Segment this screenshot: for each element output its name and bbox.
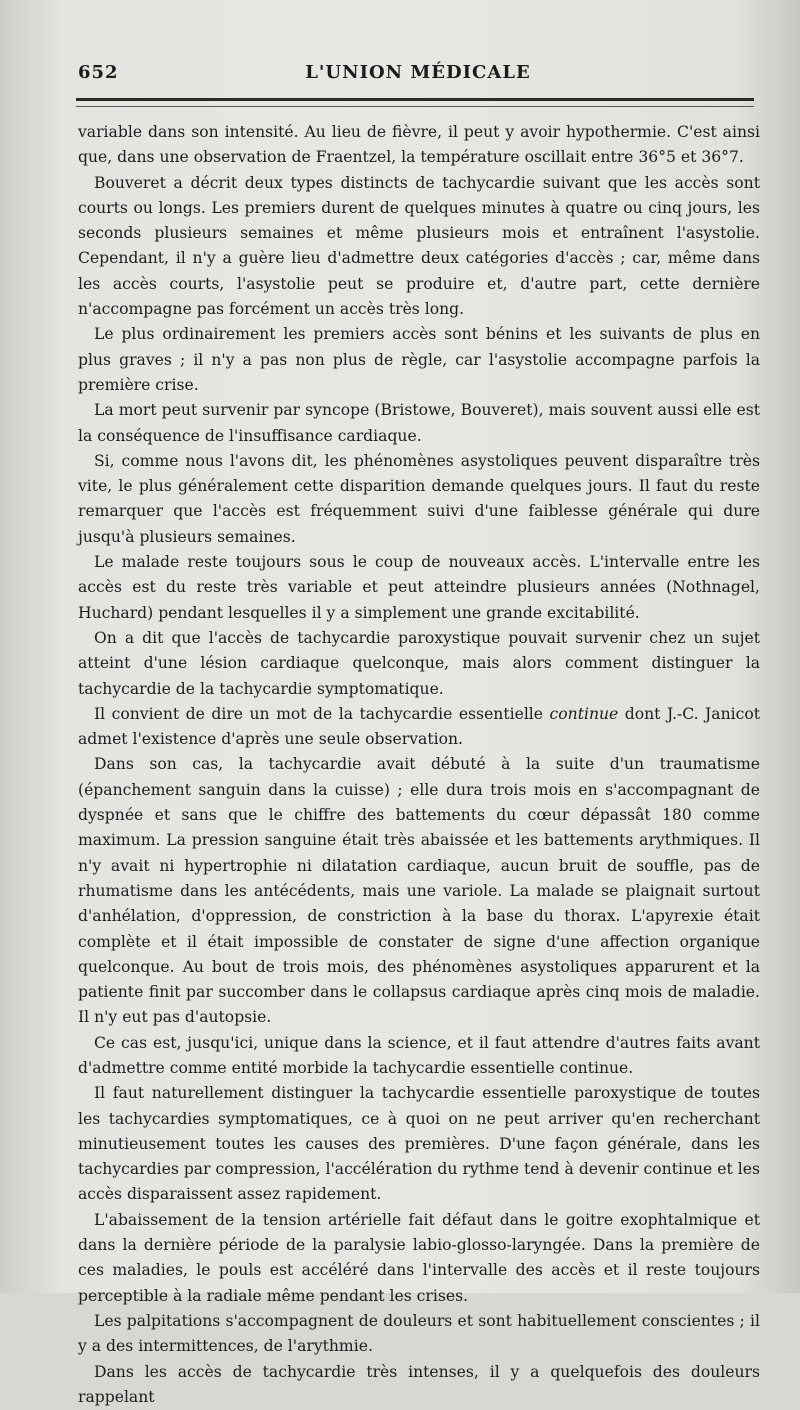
paragraph-text: Il convient de dire un mot de la tachycardie essentielle [94,704,550,723]
paragraph: Bouveret a décrit deux types distincts de tachycardie suivant que les accès sont courts ou longs. Les premiers durent de quelques minutes à quatre ou cinq jours, les seconds plusieurs semaines et même plusieurs mois et entraînent l'asystolie. Cependant, il n'y a guère lieu d'admettre deux catégories d'accès ; car, même dans les accès courts, l'asystolie peut se produire et, d'autre part, cette dernière n'accompagne pas forcément un accès très long. [78,173,760,319]
paragraph [78,702,760,753]
paragraph: Dans les accès de tachycardie très intenses, il y a quelquefois des douleurs rappelant [78,1362,760,1406]
paragraph: La mort peut survenir par syncope (Bristowe, Bouveret), mais souvent aussi elle est la conséquence de l'insuffisance cardiaque. [78,401,760,445]
paragraph: variable dans son intensité. Au lieu de fièvre, il peut y avoir hypothermie. C'est ainsi que, dans une observation de Fraentzel, la température oscillait entre 36°5 et 36°7. [78,123,760,167]
header-rule [76,98,754,101]
paragraph: Si, comme nous l'avons dit, les phénomènes asystoliques peuvent disparaître très vite, le plus généralement cette disparition demande quelques jours. Il faut du reste remarquer que l'accès est fréquemment suivi d'une faiblesse générale qui dure jusqu'à plusieurs semaines. [78,451,760,546]
paragraph-text: dont J.-C. Janicot admet l'existence d'après une seule observation. [78,704,760,749]
paragraph: Le plus ordinairement les premiers accès sont bénins et les suivants de plus en plus graves ; il n'y a pas non plus de règle, car l'asystolie accompagne parfois la première crise. [78,325,760,394]
emphasized-word: continue [549,704,619,723]
header-rule-thin [76,106,754,107]
paragraph: Ce cas est, jusqu'ici, unique dans la science, et il faut attendre d'autres faits avant d'admettre comme entité morbide la tachycardie essentielle continue. [78,1033,760,1077]
paragraph: Dans son cas, la tachycardie avait débuté à la suite d'un traumatisme (épanchement sanguin dans la cuisse) ; elle dura trois mois en s'accompagnant de dyspnée et sans que le chiffre des battements du cœur dépassât 180 comme maximum. La pression sanguine était très abaissée et les battements arythmiques. Il n'y avait ni hypertrophie ni dilatation cardiaque, aucun bruit de souffle, pas de rhumatisme dans les antécédents, mais une variole. La malade se plaignait surtout d'anhélation, d'oppression, de constriction à la base du thorax. L'apyrexie était complète et il était impossible de constater de signe d'une affection organique quelconque. Au bout de trois mois, des phénomènes asystoliques apparurent et la patiente finit par succomber dans le collapsus cardiaque après cinq mois de maladie. Il n'y eut pas d'autopsie. [78,755,760,1027]
paragraph: Le malade reste toujours sous le coup de nouveaux accès. L'intervalle entre les accès est du reste très variable et peut atteindre plusieurs années (Nothnagel, Huchard) pendant lesquelles il y a simplement une grande excitabilité. [78,553,760,622]
page-header [78,62,758,92]
journal-title: L'UNION MÉDICALE [305,62,531,83]
page-number: 652 [78,62,119,83]
body-text [78,120,760,1410]
paragraph: On a dit que l'accès de tachycardie paroxystique pouvait survenir chez un sujet atteint d'une lésion cardiaque quelconque, mais alors comment distinguer la tachycardie de la tachycardie symptomatique. [78,628,760,698]
paragraph: Il faut naturellement distinguer la tachycardie essentielle paroxystique de toutes les tachycardies symptomatiques, ce à quoi on ne peut arriver qu'en recherchant minutieusement toutes les causes des premières. D'une façon générale, dans les tachycardies par compression, l'accélération du rythme tend à devenir continue et les accès disparaissent assez rapidement. [78,1084,760,1204]
paragraph: L'abaissement de la tension artérielle fait défaut dans le goitre exophtalmique et dans la dernière période de la paralysie labio-glosso-laryngée. Dans la première de ces maladies, le pouls est accéléré dans l'intervalle des accès et il reste toujours perceptible à la radiale même pendant les crises. [78,1210,760,1305]
paragraph: Les palpitations s'accompagnent de douleurs et sont habituellement conscientes ; il y a des intermittences, de l'arythmie. [78,1311,760,1356]
